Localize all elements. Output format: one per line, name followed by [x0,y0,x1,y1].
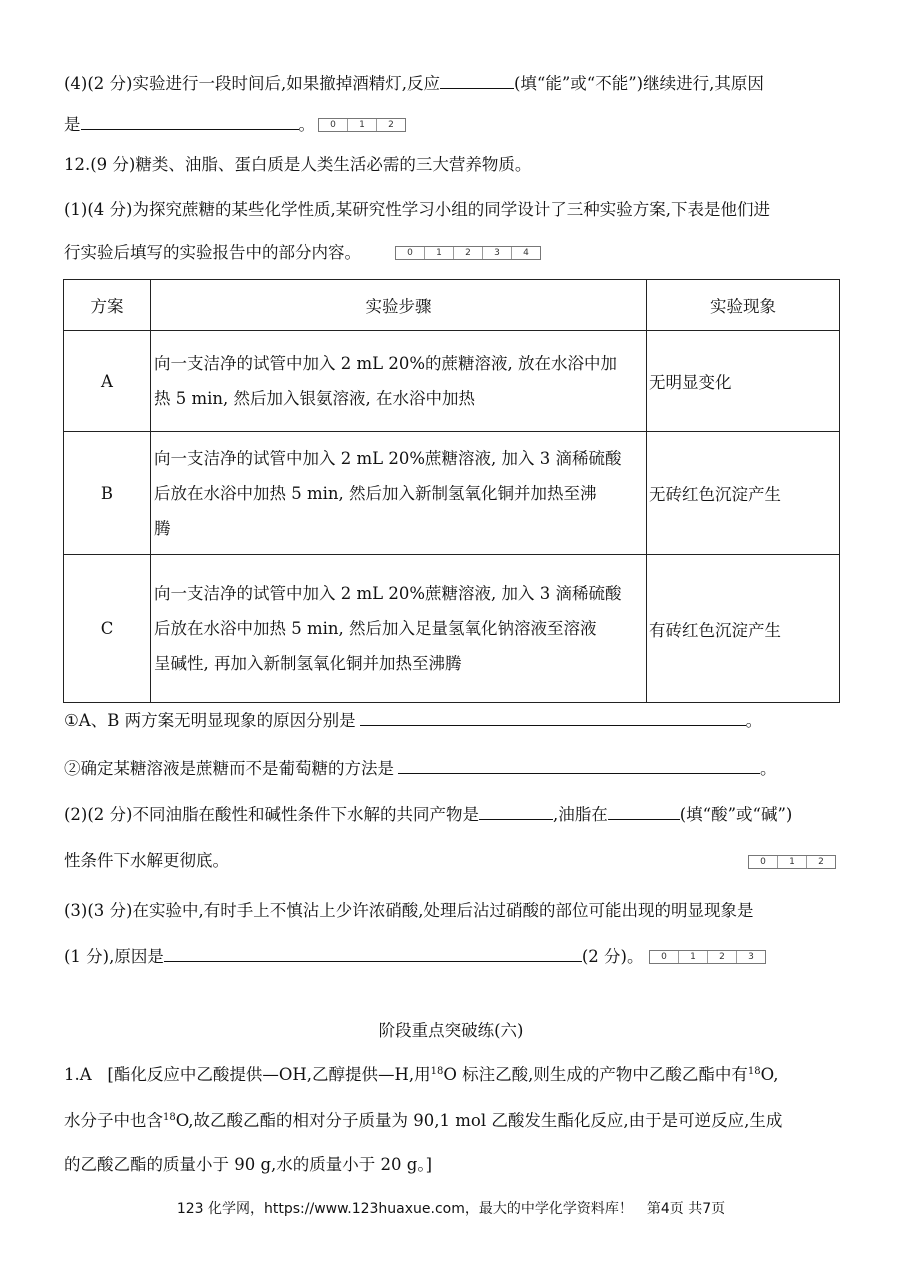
experiment-table [63,279,840,703]
q12-sub2-blank[interactable] [398,757,760,774]
result-cell: 无明显变化 [647,331,840,432]
steps-cell: 向一支洁净的试管中加入 2 mL 20%蔗糖溶液, 加入 3 滴稀硫酸 后放在水浴中加热 5 min, 然后加入足量氢氧化钠溶液至溶液 呈碱性, 再加入新制氢氧化铜并加热至沸腾 [151,555,647,703]
q12-part1-line1: (1)(4 分)为探究蔗糖的某些化学性质,某研究性学习小组的同学设计了三种实验方案,下表是他们进 [64,200,770,219]
steps-cell: 向一支洁净的试管中加入 2 mL 20%的蔗糖溶液, 放在水浴中加 热 5 min, 然后加入银氨溶液, 在水浴中加热 [151,331,647,432]
q12-sub1: ①A、B 两方案无明显现象的原因分别是 。 [64,711,763,730]
page-footer: 123 化学网，https://www.123huaxue.com，最大的中学化学资料库！ 第4页 共7页 [176,1201,726,1217]
steps-cell: 向一支洁净的试管中加入 2 mL 20%蔗糖溶液, 加入 3 滴稀硫酸 后放在水浴中加热 5 min, 然后加入新制氢氧化铜并加热至沸 腾 [151,432,647,555]
q12-part1-score-box[interactable]: 0 1 2 3 4 [395,246,541,260]
q12-part2-blank-2[interactable] [608,803,680,820]
header-result: 实验现象 [647,280,840,331]
q12-part2-line1: (2)(2 分)不同油脂在酸性和碱性条件下水解的共同产物是 ,油脂在 (填“酸”或“碱”) [64,805,793,824]
q4-blank-1[interactable] [440,72,514,89]
table-row [64,555,840,703]
answer-1-line1: 1.A [酯化反应中乙酸提供—OH,乙醇提供—H,用$^{18}$O 标注乙酸,则生成的产物中乙酸乙酯中有$^{18}$O, [64,1065,779,1084]
result-cell: 无砖红色沉淀产生 [647,432,840,555]
q12-sub2: ②确定某糖溶液是蔗糖而不是葡萄糖的方法是 。 [64,759,777,778]
q4-line1: (4)(2 分)实验进行一段时间后,如果撤掉酒精灯,反应 (填“能”或“不能”)继续进行,其原因 [64,74,764,93]
q12-part2-blank-1[interactable] [479,803,553,820]
answers-heading: 阶段重点突破练(六) [378,1021,524,1040]
table-row [64,331,840,432]
q12-part3-line2: (1 分),原因是 (2 分)。 [64,947,644,966]
q4-line2: 是 。 [64,115,315,134]
header-plan: 方案 [64,280,151,331]
plan-cell: A [64,331,151,432]
answer-1-line2: 水分子中也含$^{18}$O,故乙酸乙酯的相对分子质量为 90,1 mol 乙酸发生酯化反应,由于是可逆反应,生成 [64,1111,783,1130]
table-header-row [64,280,840,331]
plan-cell: B [64,432,151,555]
q4-blank-2[interactable] [81,113,299,130]
plan-cell: C [64,555,151,703]
q12-sub1-blank[interactable] [360,709,746,726]
q12-part3-line1: (3)(3 分)在实验中,有时手上不慎沾上少许浓硝酸,处理后沾过硝酸的部位可能出现的明显现象是 [64,901,754,920]
q4-score-box[interactable]: 0 1 2 [318,118,406,132]
header-steps: 实验步骤 [151,280,647,331]
q12-part1-line2: 行实验后填写的实验报告中的部分内容。 [64,243,361,262]
q12-part2-score-box[interactable]: 0 1 2 [748,855,836,869]
table-row [64,432,840,555]
q12-title: 12.(9 分)糖类、油脂、蛋白质是人类生活必需的三大营养物质。 [64,155,532,174]
q12-part2-line2: 性条件下水解更彻底。 [64,851,229,870]
q12-part3-blank[interactable] [164,945,582,962]
q12-part3-score-box[interactable]: 0 1 2 3 [649,950,766,964]
result-cell: 有砖红色沉淀产生 [647,555,840,703]
answer-1-line3: 的乙酸乙酯的质量小于 90 g,水的质量小于 20 g。] [64,1155,433,1174]
